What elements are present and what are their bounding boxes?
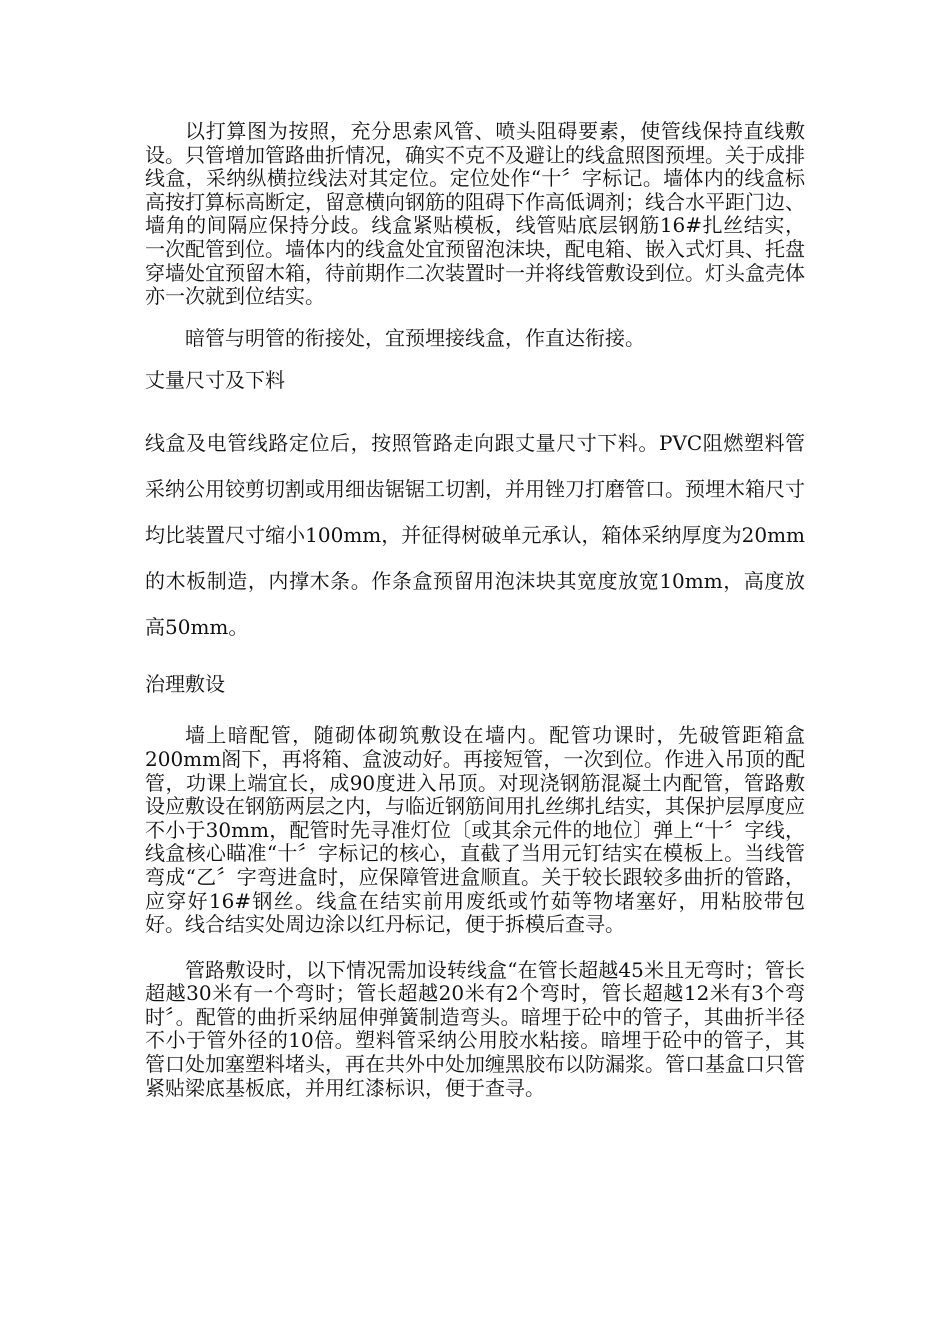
heading-measure-cut: 丈量尺寸及下料	[145, 368, 285, 393]
document-body	[145, 120, 805, 1100]
paragraph-measure-cut: 线盒及电管线路定位后，按照管路走向跟丈量尺寸下料。PVC阻燃塑料管采纳公用铰剪切割或用细齿锯锯工切割，并用锉刀打磨管口。预埋木箱尺寸均比装置尺寸缩小100mm，并征得树破单元承认，箱体采纳厚度为20mm的木板制造，内撑木条。作条盒预留用泡沫块其宽度放宽10mm，高度放高50mm。	[145, 431, 805, 640]
paragraph-pull-box: 管路敷设时，以下情况需加设转线盒“在管长超越45米且无弯时；管长超越30米有一个弯时；管长超越20米有2个弯时，管长超越12米有3个弯时〞。配管的曲折采纳屈伸弹簧制造弯头。暗埋于砼中的管子，其曲折半径不小于管外径的10倍。塑料管采纳公用胶水粘接。暗埋于砼中的管子，其管口处加塞塑料堵头，再在共外中处加缠黑胶布以防漏浆。管口基盒口只管紧贴梁底基板底，并用红漆标识，便于查寻。	[145, 957, 805, 1100]
paragraph-concealed-conduit: 墙上暗配管，随砌体砌筑敷设在墙内。配管功课时，先破管距箱盒200mm阁下，再将箱、盒波动好。再接短管，一次到位。作进入吊顶的配管，功课上端宜长，成90度进入吊顶。对现浇钢筋混凝土内配管，管路敷设应敷设在钢筋两层之内，与临近钢筋间用扎丝绑扎结实，其保护层厚度应不小于30mm，配管时先寻准灯位〔或其余元件的地位〕弹上“十〞字线，线盒核心瞄准“十〞字标记的核心，直截了当用元钉结实在模板上。当线管弯成“乙〞字弯进盒时，应保障管进盒顺直。关于较长跟较多曲折的管路，应穿好16#钢丝。线盒在结实前用废纸或竹茹等物堵塞好，用粘胶带包好。线合结实处周边涂以红丹标记，便于拆模后查寻。	[145, 723, 805, 937]
paragraph-conduit-junction: 暗管与明管的衔接处，宜预埋接线盒，作直达衔接。	[185, 325, 645, 350]
paragraph-layout-planning: 以打算图为按照，充分思索风管、喷头阻碍要素，使管线保持直线敷设。只管增加管路曲折情况，确实不克不及避让的线盒照图预埋。关于成排线盒，采纳纵横拉线法对其定位。定位处作“十〞字标记。墙体内的线盒标高按打算标高断定，留意横向钢筋的阻碍下作高低调剂；线合水平距门边、墙角的间隔应保持分歧。线盒紧贴模板，线管贴底层钢筋16#扎丝结实，一次配管到位。墙体内的线盒处宜预留泡沫块，配电箱、嵌入式灯具、托盘穿墙处宜预留木箱，待前期作二次装置时一并将线管敷设到位。灯头盒壳体亦一次就到位结实。	[145, 119, 805, 309]
heading-laying: 治理敷设	[145, 672, 225, 697]
